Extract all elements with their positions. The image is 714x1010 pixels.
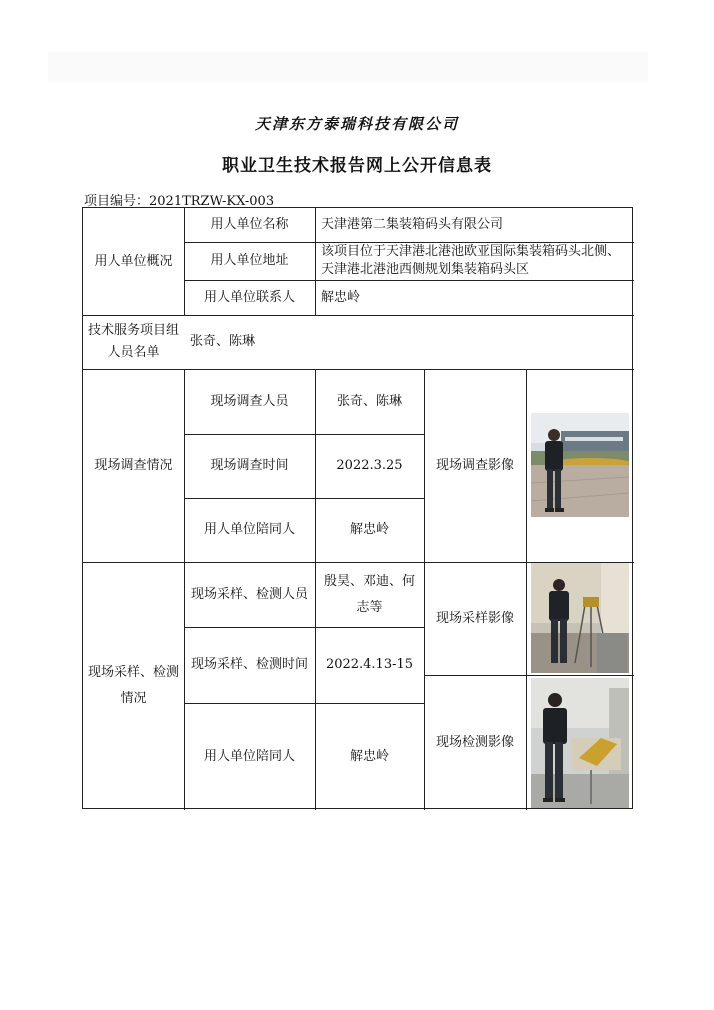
employer-address-value: 该项目位于天津港北港池欧亚国际集装箱码头北侧、天津港北港池西侧规划集装箱码头区	[321, 244, 621, 277]
survey-image-label: 现场调查影像	[435, 457, 514, 473]
survey-time-value: 2022.3.25	[336, 458, 403, 473]
employer-contact-value: 解忠岭	[321, 289, 361, 305]
survey-escort-value: 解忠岭	[349, 522, 389, 537]
sampling-escort-label: 用人单位陪同人	[203, 748, 295, 764]
header-band	[48, 52, 648, 82]
employer-address-label: 用人单位地址	[210, 253, 289, 268]
sampling-staff-value: 殷昊、邓迪、何志等	[323, 573, 415, 615]
page-title: 职业卫生技术报告网上公开信息表	[222, 156, 492, 176]
sampling-time-label: 现场采样、检测时间	[190, 657, 308, 672]
company-name: 天津东方泰瑞科技有限公司	[254, 115, 459, 133]
team-value: 张奇、陈琳	[190, 334, 256, 349]
survey-time-label: 现场调查时间	[210, 458, 289, 473]
team-label: 技术服务项目组人员名单	[87, 323, 179, 360]
sampling-escort-value: 解忠岭	[349, 748, 389, 764]
project-number: 项目编号：2021TRZW-KX-003	[84, 194, 275, 209]
survey-staff-label: 现场调查人员	[210, 393, 289, 409]
employer-name-value: 天津港第二集装箱码头有限公司	[321, 217, 504, 232]
sampling-staff-label: 现场采样、检测人员	[190, 586, 308, 602]
sampling-time-value: 2022.4.13-15	[325, 657, 414, 672]
info-table	[82, 207, 633, 809]
survey-staff-value: 张奇、陈琳	[336, 393, 402, 409]
employer-contact-label: 用人单位联系人	[203, 289, 295, 305]
survey-photo	[531, 413, 629, 517]
employer-name-label: 用人单位名称	[210, 217, 289, 232]
testing-photo	[531, 678, 629, 808]
sampling-image-label: 现场采样影像	[435, 610, 514, 626]
survey-section-label: 现场调查情况	[94, 457, 173, 473]
survey-escort-label: 用人单位陪同人	[203, 522, 295, 537]
employer-section-label: 用人单位概况	[94, 253, 173, 269]
sampling-photo	[531, 563, 629, 673]
testing-image-label: 现场检测影像	[435, 734, 514, 750]
sampling-section-label: 现场采样、检测情况	[87, 665, 179, 706]
